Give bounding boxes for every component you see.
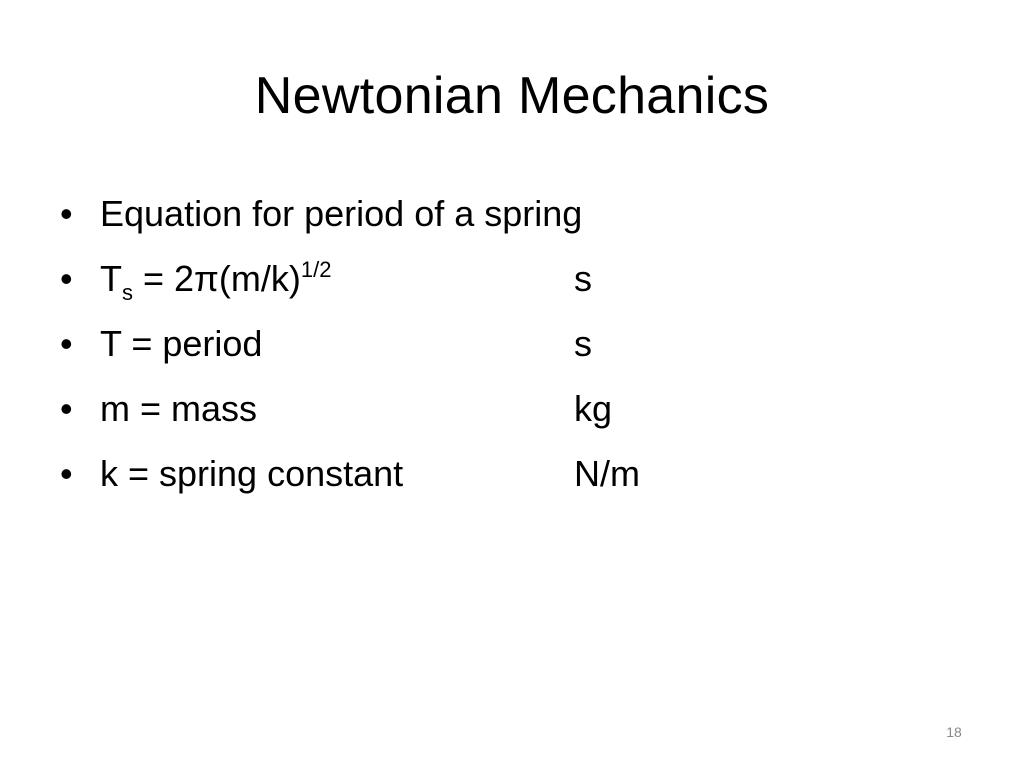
bullet-text: k = spring constant <box>100 453 404 494</box>
bullet-icon: • <box>60 323 73 364</box>
bullet-icon: • <box>60 258 73 299</box>
unit-label: s <box>574 258 592 299</box>
bullet-item-period <box>60 320 960 385</box>
bullet-item-description <box>60 190 960 255</box>
bullet-item-formula <box>60 255 960 320</box>
bullet-text: Equation for period of a spring <box>100 193 583 234</box>
bullet-text: T = period <box>100 323 263 364</box>
formula-superscript: 1/2 <box>300 257 332 282</box>
bullet-list <box>60 190 960 515</box>
unit-label: N/m <box>574 453 640 494</box>
unit-label: kg <box>574 388 613 429</box>
bullet-item-spring-constant <box>60 450 960 515</box>
slide-title: Newtonian Mechanics <box>254 67 770 125</box>
bullet-icon: • <box>60 388 73 429</box>
bullet-text: m = mass <box>100 388 258 429</box>
bullet-icon: • <box>60 453 73 494</box>
formula-subscript: s <box>122 280 133 305</box>
formula-text <box>100 255 331 308</box>
slide-number: 18 <box>946 724 962 740</box>
unit-label: s <box>574 323 592 364</box>
formula-body: = 2π(m/k) <box>133 258 301 299</box>
bullet-item-mass <box>60 385 960 450</box>
bullet-icon: • <box>60 193 73 234</box>
formula-base: T <box>100 258 122 299</box>
